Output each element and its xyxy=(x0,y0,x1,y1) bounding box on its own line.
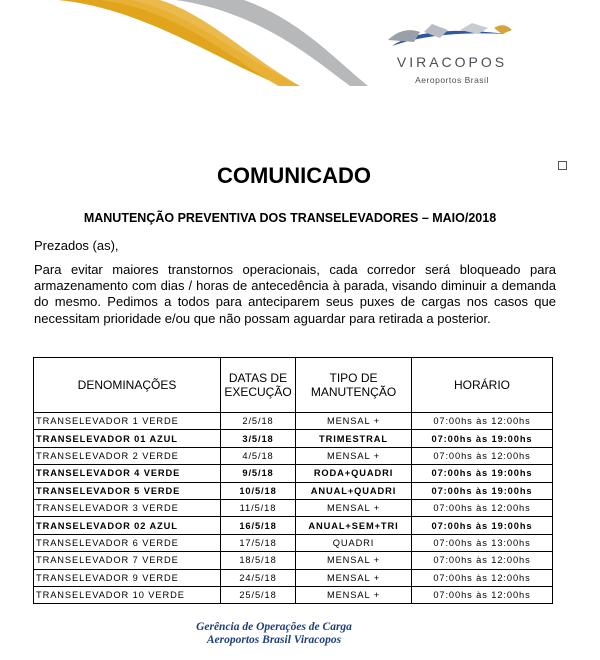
row-type-cell: MENSAL + xyxy=(296,586,412,603)
row-name-cell: TRANSELEVADOR 02 AZUL xyxy=(34,517,221,534)
table-row xyxy=(34,534,553,551)
row-time-cell: 07:00hs às 19:00hs xyxy=(412,482,553,499)
row-date-cell: 2/5/18 xyxy=(221,413,296,430)
row-date-cell: 16/5/18 xyxy=(221,517,296,534)
row-time-cell: 07:00hs às 12:00hs xyxy=(412,447,553,464)
header-horario: HORÁRIO xyxy=(412,358,553,413)
row-date-cell: 25/5/18 xyxy=(221,586,296,603)
table-row xyxy=(34,465,553,482)
table-row xyxy=(34,413,553,430)
row-time-cell: 07:00hs às 19:00hs xyxy=(412,465,553,482)
notice-subtitle: MANUTENÇÃO PREVENTIVA DOS TRANSELEVADORES – MAIO/2018 xyxy=(83,211,497,225)
table-row xyxy=(34,499,553,516)
row-type-cell: MENSAL + xyxy=(296,413,412,430)
row-time-cell: 07:00hs às 19:00hs xyxy=(412,430,553,447)
footer-signature xyxy=(0,621,548,647)
row-date-cell: 9/5/18 xyxy=(221,465,296,482)
row-type-cell: ANUAL+SEM+TRI xyxy=(296,517,412,534)
row-name-cell: TRANSELEVADOR 9 VERDE xyxy=(34,569,221,586)
table-row xyxy=(34,447,553,464)
header-datas-execucao: DATAS DE EXECUÇÃO xyxy=(221,358,296,413)
footer-line-2: Aeroportos Brasil Viracopos xyxy=(206,634,342,646)
row-date-cell: 3/5/18 xyxy=(221,430,296,447)
row-date-cell: 10/5/18 xyxy=(221,482,296,499)
maintenance-schedule-table xyxy=(33,357,553,604)
table-row xyxy=(34,586,553,603)
row-date-cell: 17/5/18 xyxy=(221,534,296,551)
row-name-cell: TRANSELEVADOR 4 VERDE xyxy=(34,465,221,482)
row-name-cell: TRANSELEVADOR 1 VERDE xyxy=(34,413,221,430)
row-type-cell: TRIMESTRAL xyxy=(296,430,412,447)
row-type-cell: MENSAL + xyxy=(296,447,412,464)
row-name-cell: TRANSELEVADOR 6 VERDE xyxy=(34,534,221,551)
table-row xyxy=(34,517,553,534)
row-time-cell: 07:00hs às 12:00hs xyxy=(412,413,553,430)
row-name-cell: TRANSELEVADOR 7 VERDE xyxy=(34,552,221,569)
row-name-cell: TRANSELEVADOR 01 AZUL xyxy=(34,430,221,447)
table-row xyxy=(34,482,553,499)
row-name-cell: TRANSELEVADOR 3 VERDE xyxy=(34,499,221,516)
row-type-cell: QUADRI xyxy=(296,534,412,551)
row-type-cell: MENSAL + xyxy=(296,569,412,586)
notice-title: COMUNICADO xyxy=(217,163,371,188)
header-tipo-manutencao: TIPO DE MANUTENÇÃO xyxy=(296,358,412,413)
viracopos-wave-logo-icon xyxy=(386,20,518,52)
row-type-cell: MENSAL + xyxy=(296,499,412,516)
table-row xyxy=(34,552,553,569)
row-type-cell: RODA+QUADRI xyxy=(296,465,412,482)
logo-name: VIRACOPOS xyxy=(396,54,508,70)
row-date-cell: 18/5/18 xyxy=(221,552,296,569)
body-paragraph: Para evitar maiores transtornos operacionais, cada corredor será bloqueado para armazenamento com dias / horas de antecedência à parada, visando diminuir a demanda do mesmo. Pedimos a todos para anteciparem seus puxes de cargas nos casos que necessitam prioridade e/ou que não possam aguardar para retirada a posterior. xyxy=(34,262,556,326)
footer-line-1: Gerência de Operações de Carga xyxy=(196,621,352,633)
table-header-row xyxy=(34,358,553,413)
header-swoosh-graphic xyxy=(0,0,380,92)
viracopos-logo xyxy=(382,20,522,100)
header-denominacoes: DENOMINAÇÕES xyxy=(34,358,221,413)
table-row xyxy=(34,569,553,586)
row-type-cell: MENSAL + xyxy=(296,552,412,569)
row-date-cell: 4/5/18 xyxy=(221,447,296,464)
logo-subtitle: Aeroportos Brasil xyxy=(415,75,489,85)
row-time-cell: 07:00hs às 12:00hs xyxy=(412,552,553,569)
table-row xyxy=(34,430,553,447)
row-name-cell: TRANSELEVADOR 10 VERDE xyxy=(34,586,221,603)
row-time-cell: 07:00hs às 12:00hs xyxy=(412,499,553,516)
row-time-cell: 07:00hs às 19:00hs xyxy=(412,517,553,534)
row-type-cell: ANUAL+QUADRI xyxy=(296,482,412,499)
row-time-cell: 07:00hs às 12:00hs xyxy=(412,569,553,586)
row-time-cell: 07:00hs às 13:00hs xyxy=(412,534,553,551)
greeting-text: Prezados (as), xyxy=(34,238,119,253)
row-date-cell: 24/5/18 xyxy=(221,569,296,586)
row-name-cell: TRANSELEVADOR 5 VERDE xyxy=(34,482,221,499)
row-time-cell: 07:00hs às 12:00hs xyxy=(412,586,553,603)
row-name-cell: TRANSELEVADOR 2 VERDE xyxy=(34,447,221,464)
row-date-cell: 11/5/18 xyxy=(221,499,296,516)
